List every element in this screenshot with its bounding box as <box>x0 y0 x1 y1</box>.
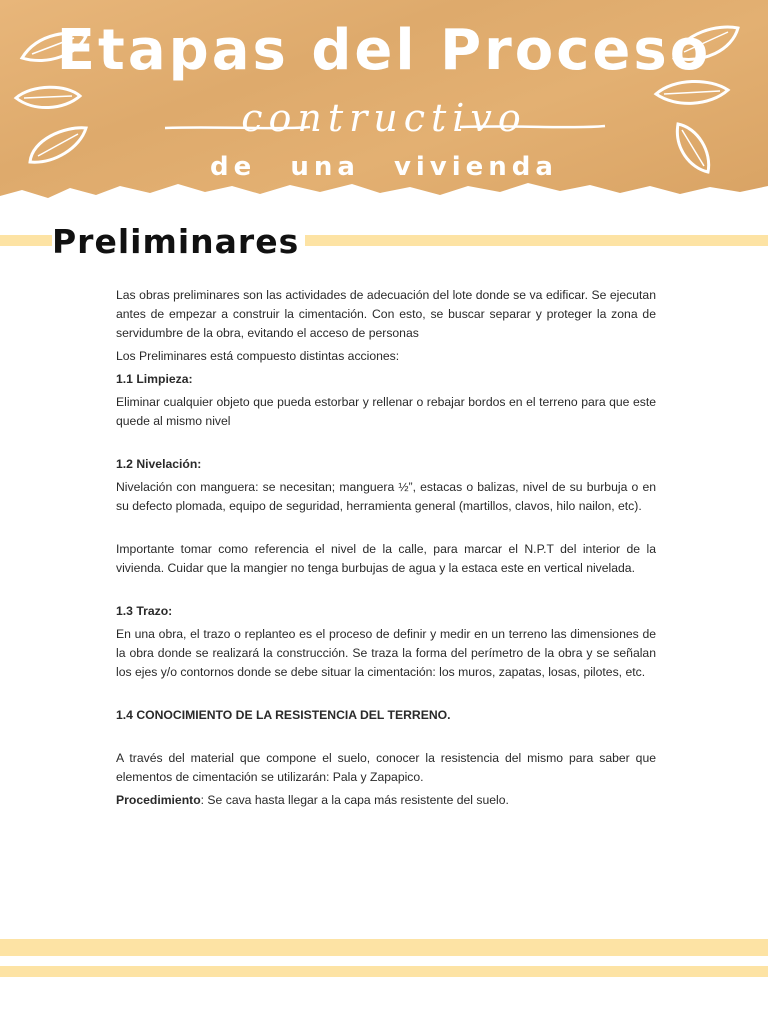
nivelacion-text-2: Importante tomar como referencia el nivel de la calle, para marcar el N.P.T del interior de la vivienda. Cuidar que la mangier no tenga burbujas de agua y la estaca este en vertical nivelada. <box>116 542 656 575</box>
heading-nivelacion: 1.2 Nivelación: <box>116 457 202 471</box>
leaf-icon <box>668 22 744 66</box>
title-line-1: Etapas del Proceso <box>56 18 712 83</box>
underline-flourish <box>160 112 610 142</box>
leaf-icon <box>18 28 90 68</box>
resistencia-text: A través del material que compone el suelo, conocer la resistencia del mismo para saber que elementos de cimentación se utilizarán: Pala y Zapapico. <box>116 751 656 784</box>
leaf-icon <box>652 76 732 110</box>
bottom-stripe-1 <box>0 939 768 956</box>
leaf-icon <box>668 118 718 178</box>
leaf-icon <box>12 82 84 114</box>
document-body <box>116 286 656 810</box>
title-line-2: contructivo <box>241 96 527 140</box>
heading-resistencia: 1.4 CONOCIMIENTO DE LA RESISTENCIA DEL TERRENO. <box>116 708 451 722</box>
limpieza-text: Eliminar cualquier objeto que pueda estorbar y rellenar o rebajar bordos en el terreno para que este quede al mismo nivel <box>116 395 656 428</box>
nivelacion-text: Nivelación con manguera: se necesitan; manguera ½”, estacas o balizas, nivel de su burbuja o en su defecto plomada, equipo de seguridad, herramienta general (martillos, clavos, hilo nailon, etc). <box>116 480 656 513</box>
intro-paragraph: Las obras preliminares son las actividades de adecuación del lote donde se va edificar. Se ejecutan antes de empezar a construir la cimentación. Con esto, se buscar separar y proteger la zona de servidumbre de la obra, evitando el acceso de personas <box>116 288 656 340</box>
header-banner <box>0 0 768 215</box>
procedimiento-paragraph <box>116 791 656 810</box>
title-line-3: de una vivienda <box>210 152 558 182</box>
procedimiento-label: Procedimiento <box>116 793 201 807</box>
procedimiento-text: : Se cava hasta llegar a la capa más resistente del suelo. <box>200 793 509 807</box>
leaf-icon <box>24 122 92 166</box>
heading-trazo: 1.3 Trazo: <box>116 604 173 618</box>
heading-limpieza: 1.1 Limpieza: <box>116 372 193 386</box>
trazo-text: En una obra, el trazo o replanteo es el proceso de definir y medir en un terreno las dimensiones de la obra donde se realizará la construcción. Se traza la forma del perímetro de la obra y se señalan los ejes y/o contornos donde se debe situar la cimentación: los muros, zapatas, losas, pilotes, etc. <box>116 627 656 679</box>
intro-paragraph-2: Los Preliminares está compuesto distintas acciones: <box>116 349 400 363</box>
section-title: Preliminares <box>52 222 305 261</box>
bottom-stripe-2 <box>0 966 768 977</box>
